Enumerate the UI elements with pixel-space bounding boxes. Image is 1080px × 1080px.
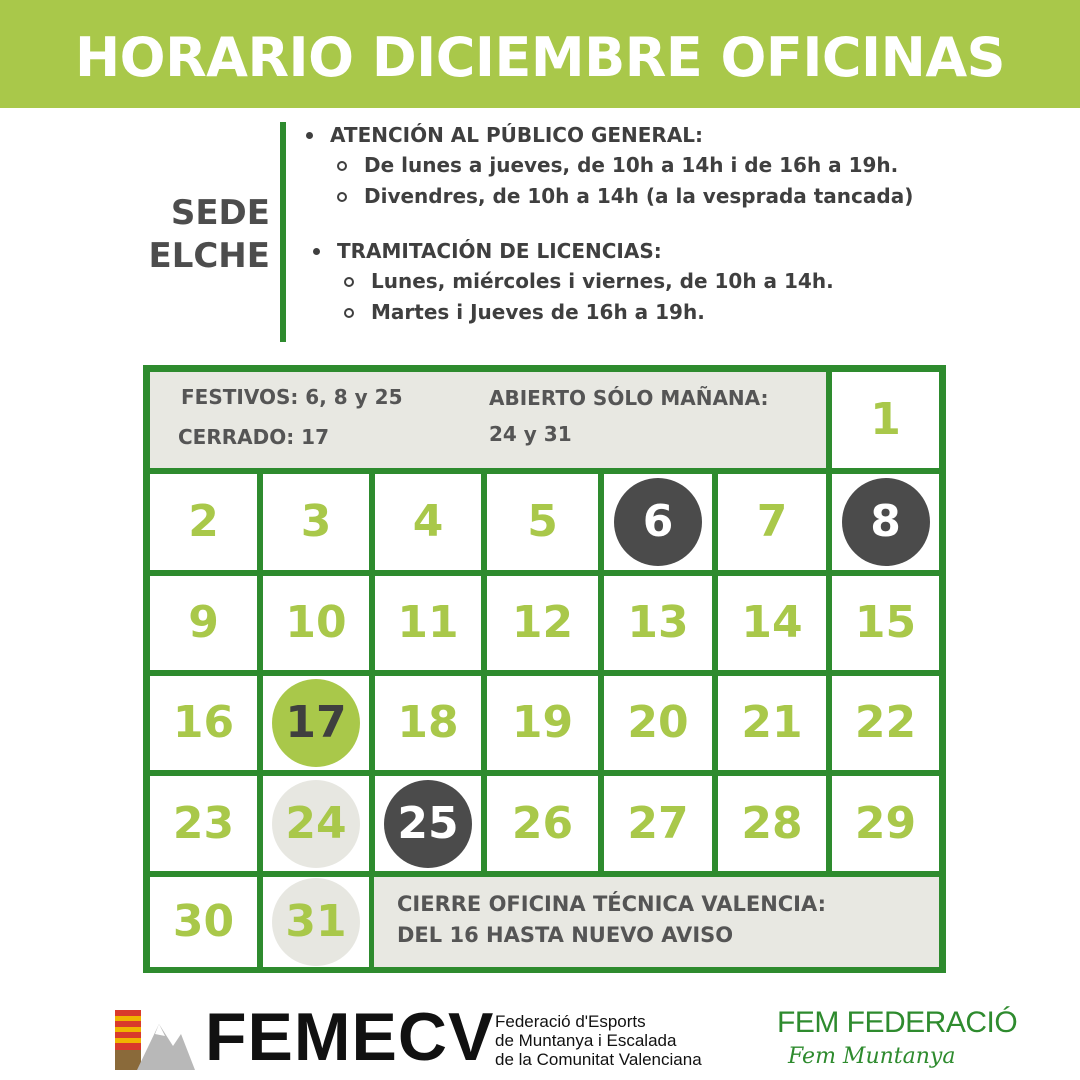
calendar-day-cell [375, 576, 481, 670]
schedule-item: Martes i Jueves de 16h a 19h. [307, 297, 834, 328]
calendar-day-cell [263, 776, 369, 871]
divider-bar [280, 122, 286, 342]
calendar-day-number: 26 [511, 797, 574, 849]
schedule-general [300, 120, 913, 212]
cerrado-text: CERRADO: 17 [178, 425, 330, 449]
calendar-day-cell [832, 372, 939, 468]
calendar-day-cell [375, 474, 481, 570]
calendar-day-number: 13 [627, 597, 689, 648]
calendar-day-cell [604, 676, 712, 770]
calendar-day-cell [150, 474, 257, 570]
calendar-day-cell [832, 576, 939, 670]
morning-only-marker [272, 878, 360, 966]
calendar-day-cell [487, 474, 598, 570]
schedule-licencias [307, 236, 834, 328]
circle-bullet-icon [344, 308, 354, 318]
festivos-text: FESTIVOS: 6, 8 y 25 [181, 385, 403, 409]
cierre-text-line-2: DEL 16 HASTA NUEVO AVISO [397, 923, 734, 947]
calendar-grid [143, 365, 946, 973]
bullet-icon [306, 132, 313, 139]
calendar-day-number: 6 [642, 496, 674, 547]
calendar-day-number: 23 [172, 797, 235, 849]
calendar-day-cell [150, 676, 257, 770]
schedule-heading: ATENCIÓN AL PÚBLICO GENERAL: [300, 120, 913, 150]
cierre-text-line-1: CIERRE OFICINA TÉCNICA VALENCIA: [397, 892, 827, 916]
calendar-day-cell [487, 576, 598, 670]
circle-bullet-icon [344, 277, 354, 287]
calendar-day-number: 29 [854, 797, 917, 849]
schedule-item: De lunes a jueves, de 10h a 14h i de 16h a 19h. [300, 150, 913, 181]
calendar-day-cell [604, 776, 712, 871]
calendar-day-number: 1 [870, 394, 901, 445]
circle-bullet-icon [337, 192, 347, 202]
calendar-day-number: 9 [188, 597, 219, 648]
calendar-day-cell [487, 676, 598, 770]
calendar-day-number: 22 [854, 697, 917, 748]
calendar-day-cell [487, 776, 598, 871]
calendar-day-number: 18 [397, 697, 459, 748]
calendar-day-cell [832, 676, 939, 770]
calendar-day-number: 11 [397, 597, 459, 648]
calendar-day-number: 16 [172, 697, 235, 748]
bullet-icon [313, 248, 320, 255]
calendar-day-number: 24 [285, 797, 347, 849]
abierto-text-line-2: 24 y 31 [489, 422, 572, 446]
calendar-day-number: 7 [756, 496, 788, 547]
calendar-day-cell [263, 877, 369, 967]
femecv-logo-icon [115, 1010, 195, 1070]
schedule-item: Divendres, de 10h a 14h (a la vesprada tancada) [300, 181, 913, 212]
calendar-day-number: 5 [527, 496, 558, 547]
calendar-day-number: 15 [854, 597, 917, 648]
calendar-day-number: 10 [285, 597, 347, 648]
holiday-marker [614, 478, 702, 566]
sede-label [148, 192, 270, 278]
calendar-day-cell [150, 576, 257, 670]
calendar-day-cell [263, 676, 369, 770]
calendar-day-cell [263, 474, 369, 570]
closed-marker [272, 679, 360, 767]
calendar-day-number: 14 [741, 597, 803, 648]
morning-only-marker [272, 780, 360, 868]
federation-name: Federació d'Esports de Muntanya i Escalada de la Comunitat Valenciana [495, 1012, 702, 1069]
calendar-day-cell [604, 576, 712, 670]
calendar-day-number: 3 [300, 496, 332, 547]
calendar-day-number: 31 [285, 896, 347, 947]
calendar-day-cell [718, 474, 826, 570]
schedule-heading: TRAMITACIÓN DE LICENCIAS: [307, 236, 834, 266]
schedule-item: Lunes, miércoles i viernes, de 10h a 14h. [307, 266, 834, 297]
sede-line-1: SEDE [170, 193, 270, 233]
calendar-day-number: 19 [511, 697, 574, 748]
calendar-day-number: 30 [172, 896, 235, 947]
calendar-day-cell [718, 776, 826, 871]
calendar-day-cell [832, 474, 939, 570]
brand-name: FEMECV [205, 999, 495, 1075]
calendar-day-cell [718, 576, 826, 670]
calendar-day-number: 8 [870, 496, 901, 547]
holiday-marker [384, 780, 472, 868]
abierto-text-line-1: ABIERTO SÓLO MAÑANA: [489, 386, 769, 410]
slogan-sub: Fem Muntanya [788, 1044, 956, 1069]
calendar-day-number: 12 [511, 597, 574, 648]
calendar-day-number: 17 [285, 697, 347, 748]
calendar-day-cell [718, 676, 826, 770]
calendar-day-cell [150, 877, 257, 967]
calendar-day-number: 27 [627, 797, 689, 849]
calendar-day-number: 28 [741, 797, 803, 849]
calendar-day-number: 25 [397, 797, 459, 849]
page-title: HORARIO DICIEMBRE OFICINAS [74, 26, 1006, 89]
calendar-day-cell [375, 776, 481, 871]
calendar-day-cell [263, 576, 369, 670]
calendar-day-cell [375, 676, 481, 770]
calendar-day-number: 20 [627, 697, 689, 748]
calendar-day-number: 2 [188, 496, 219, 547]
calendar-day-number: 21 [741, 697, 803, 748]
calendar-day-cell [604, 474, 712, 570]
circle-bullet-icon [337, 161, 347, 171]
calendar-day-number: 4 [412, 496, 444, 547]
holiday-marker [842, 478, 930, 566]
calendar-day-cell [150, 776, 257, 871]
sede-line-2: ELCHE [148, 236, 270, 276]
slogan: FEM FEDERACIÓ [777, 1006, 1018, 1039]
calendar-day-cell [832, 776, 939, 871]
